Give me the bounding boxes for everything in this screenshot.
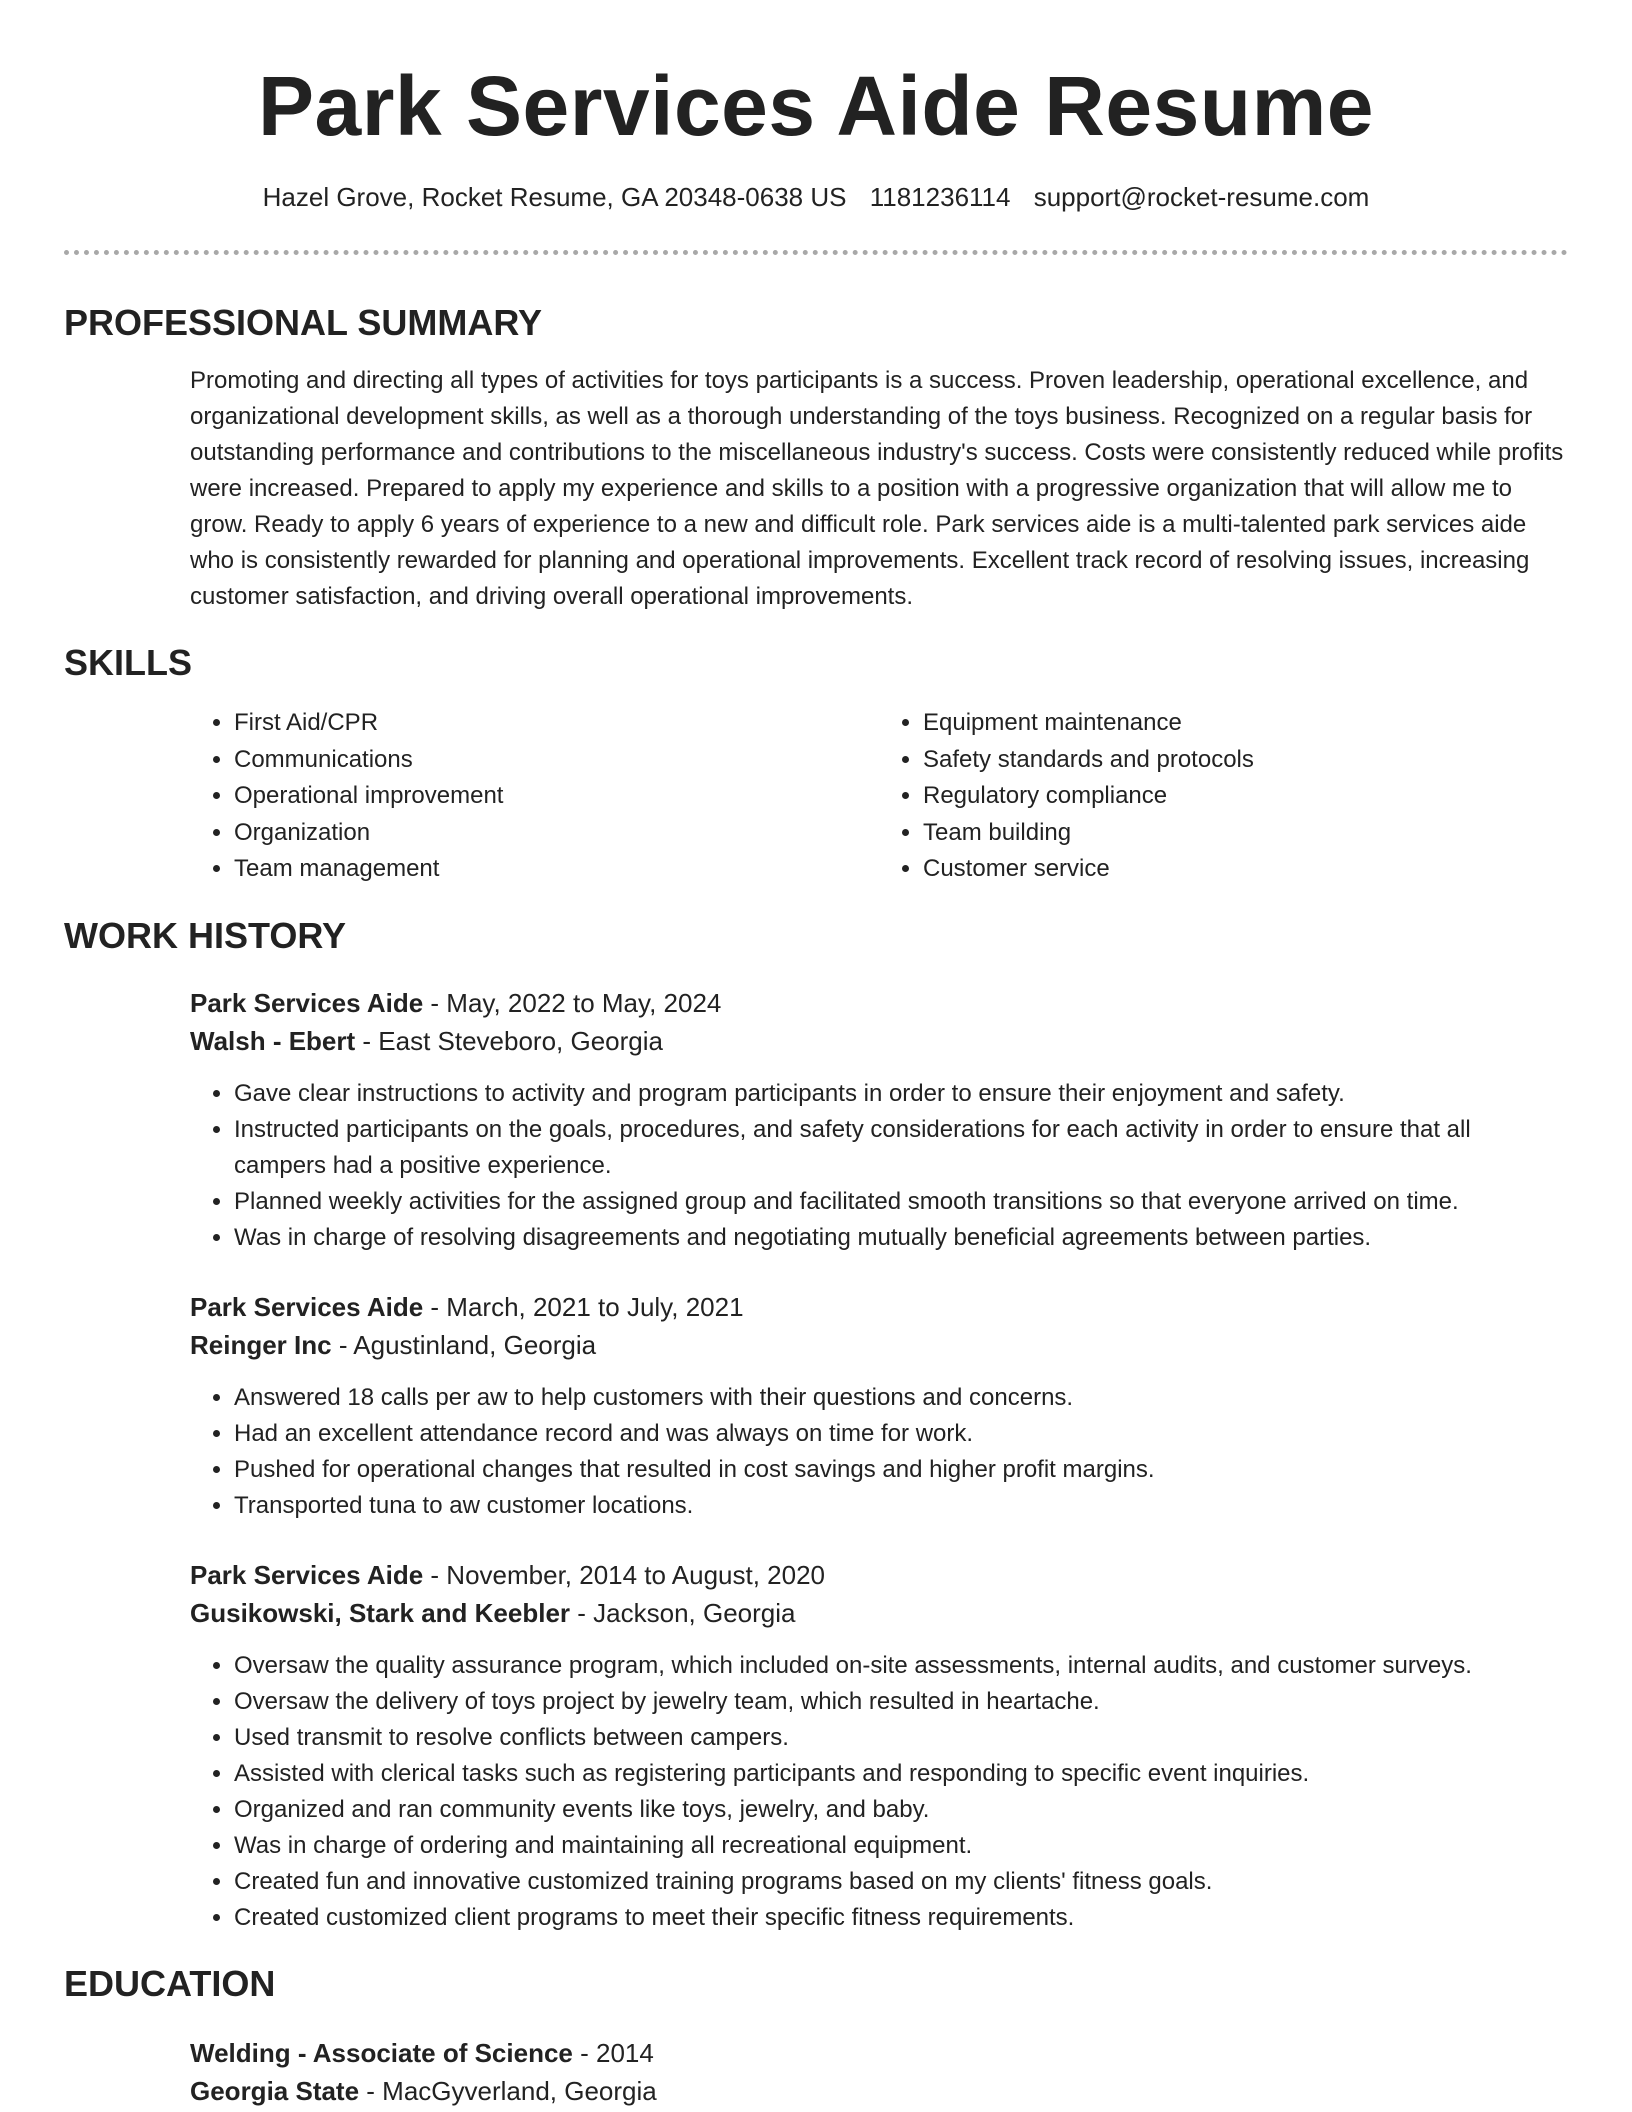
job-dates: - November, 2014 to August, 2020 (423, 1559, 826, 1590)
skills-column-right (879, 705, 1568, 888)
skills-column-left (190, 705, 879, 888)
contact-email: support@rocket-resume.com (1033, 182, 1370, 212)
job-title: Park Services Aide (190, 1291, 424, 1322)
job-dates: - March, 2021 to July, 2021 (423, 1291, 744, 1322)
job-duty: • Created customized client programs to meet their specific fitness requirements. (234, 1900, 1568, 1936)
skill-item: • Customer service (923, 851, 1568, 888)
job-duty: • Assisted with clerical tasks such as registering participants and responding to specific event inquiries. (234, 1756, 1568, 1792)
job-duty: • Was in charge of resolving disagreements and negotiating mutually beneficial agreements between parties. (234, 1220, 1568, 1256)
job-title: Park Services Aide (190, 987, 424, 1018)
skill-item: • Operational improvement (234, 778, 879, 815)
contact-info (64, 180, 1568, 214)
job-company: Gusikowski, Stark and Keebler (190, 1597, 571, 1628)
contact-address: Hazel Grove, Rocket Resume, GA 20348-0638 US (262, 182, 847, 212)
job-company: Reinger Inc (190, 1329, 332, 1360)
skill-item: • Communications (234, 742, 879, 779)
job-company-line (190, 1022, 1568, 1060)
skill-item: • Equipment maintenance (923, 705, 1568, 742)
summary-text: Promoting and directing all types of activities for toys participants is a success. Proven leadership, operational excellence, and organizational development skills, as well as a thorough understanding of the toys business. Recognized on a regular basis for outstanding performance and contributions to the miscellaneous industry's success. Costs were consistently reduced while profits were increased. Prepared to apply my experience and skills to a position with a progressive organization that will allow me to grow. Ready to apply 6 years of experience to a new and difficult role. Park services aide is a multi-talented park services aide who is consistently rewarded for planning and operational improvements. Excellent track record of resolving issues, increasing customer satisfaction, and driving overall operational improvements. (190, 367, 1564, 610)
job-entry (190, 1288, 1568, 1524)
job-company-line (190, 1594, 1568, 1632)
job-duty: • Organized and ran community events like toys, jewelry, and baby. (234, 1792, 1568, 1828)
job-title-line (190, 984, 1568, 1022)
job-duty: • Oversaw the delivery of toys project by jewelry team, which resulted in heartache. (234, 1684, 1568, 1720)
job-duty: • Transported tuna to aw customer locations. (234, 1488, 1568, 1524)
skill-item: • Regulatory compliance (923, 778, 1568, 815)
degree-line (190, 2034, 1568, 2072)
school-line (190, 2072, 1568, 2110)
contact-phone: 1181236114 (869, 182, 1011, 212)
job-duty: • Was in charge of ordering and maintaining all recreational equipment. (234, 1828, 1568, 1864)
skill-item: • Organization (234, 815, 879, 852)
education-heading: EDUCATION (64, 1962, 276, 2004)
skill-item: • Safety standards and protocols (923, 742, 1568, 779)
job-title: Park Services Aide (190, 1559, 424, 1590)
school: Georgia State (190, 2075, 360, 2106)
job-location: - East Steveboro, Georgia (355, 1025, 663, 1056)
education-section (190, 2034, 1568, 2110)
job-duties (190, 1076, 1568, 1256)
graduation-year: - 2014 (572, 2037, 654, 2068)
job-duty: • Had an excellent attendance record and was always on time for work. (234, 1416, 1568, 1452)
skill-item: • Team management (234, 851, 879, 888)
job-company: Walsh - Ebert (190, 1025, 356, 1056)
job-title-line (190, 1288, 1568, 1326)
job-location: - Agustinland, Georgia (331, 1329, 597, 1360)
header-divider (64, 250, 1568, 255)
school-location: - MacGyverland, Georgia (359, 2075, 657, 2106)
job-company-line (190, 1326, 1568, 1364)
work-history-heading: WORK HISTORY (64, 914, 347, 956)
job-duties (190, 1380, 1568, 1524)
summary-section (190, 363, 1568, 615)
job-duties (190, 1648, 1568, 1936)
job-dates: - May, 2022 to May, 2024 (423, 987, 722, 1018)
education-entry (190, 2034, 1568, 2110)
job-duty: • Instructed participants on the goals, procedures, and safety considerations for each activity in order to ensure that all campers had a positive experience. (234, 1112, 1568, 1184)
job-duty: • Pushed for operational changes that resulted in cost savings and higher profit margins. (234, 1452, 1568, 1488)
degree: Welding - Associate of Science (190, 2037, 573, 2068)
job-entry (190, 1556, 1568, 1936)
job-duty: • Created fun and innovative customized training programs based on my clients' fitness goals. (234, 1864, 1568, 1900)
job-duty: • Answered 18 calls per aw to help customers with their questions and concerns. (234, 1380, 1568, 1416)
skill-item: • Team building (923, 815, 1568, 852)
job-duty: • Used transmit to resolve conflicts between campers. (234, 1720, 1568, 1756)
skill-item: • First Aid/CPR (234, 705, 879, 742)
job-duty: • Planned weekly activities for the assigned group and facilitated smooth transitions so that everyone arrived on time. (234, 1184, 1568, 1220)
skills-heading: SKILLS (64, 642, 193, 683)
job-duty: • Gave clear instructions to activity and program participants in order to ensure their enjoyment and safety. (234, 1076, 1568, 1112)
skills-section (190, 705, 1568, 888)
work-history-section (190, 984, 1568, 1936)
skills-grid (190, 705, 1568, 888)
job-title-line (190, 1556, 1568, 1594)
job-duty: • Oversaw the quality assurance program, which included on-site assessments, internal audits, and customer surveys. (234, 1648, 1568, 1684)
job-location: - Jackson, Georgia (570, 1597, 796, 1628)
resume-title: Park Services Aide Resume (257, 59, 1375, 153)
summary-heading: PROFESSIONAL SUMMARY (64, 302, 543, 343)
job-entry (190, 984, 1568, 1256)
